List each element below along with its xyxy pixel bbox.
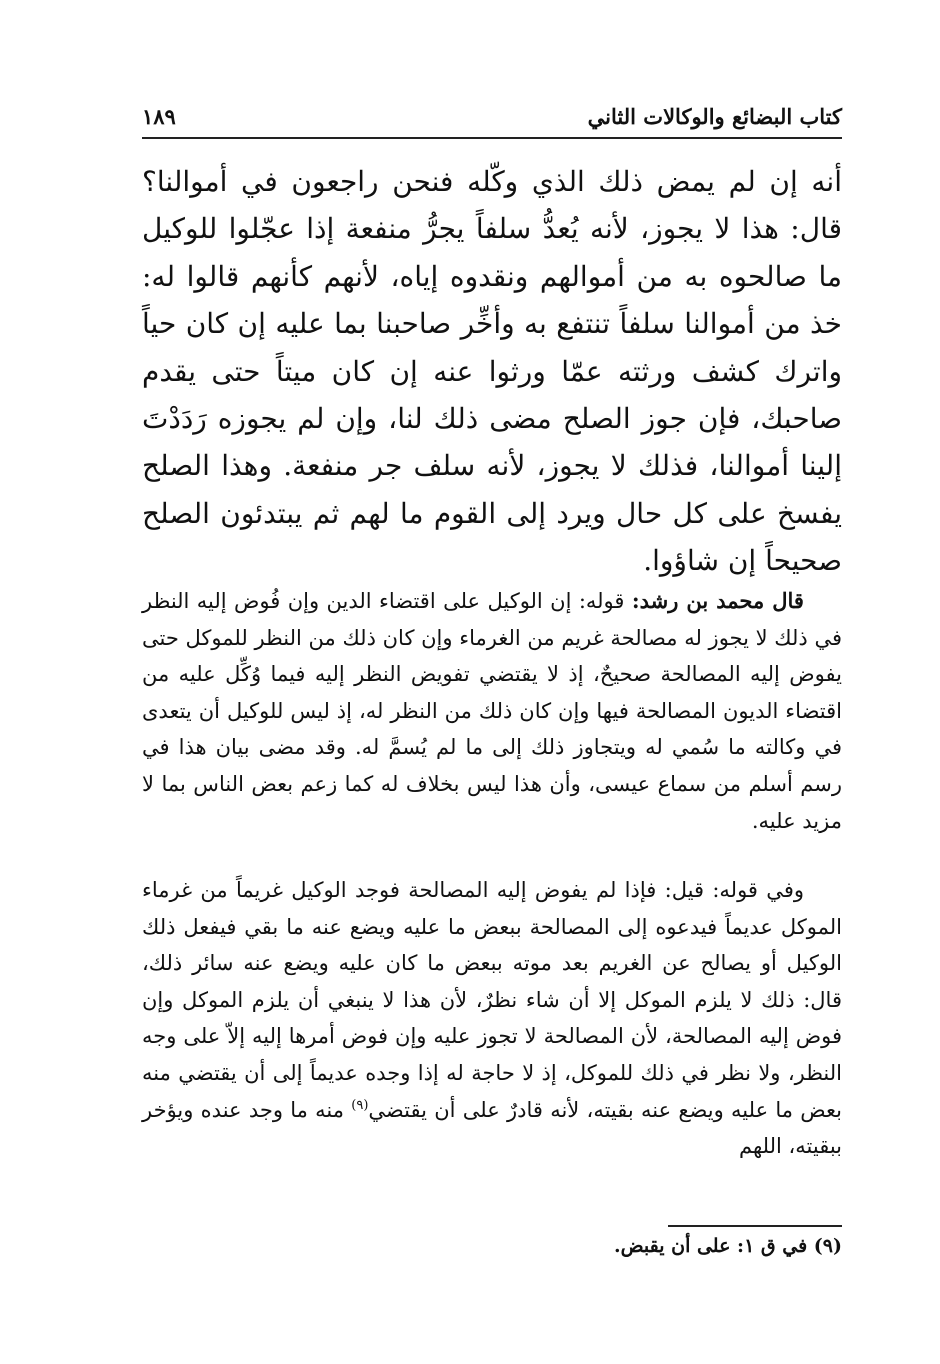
- paragraph-2: [142, 583, 842, 839]
- footnote: (٩) في ق ١: على أن يقبض.: [613, 1235, 842, 1257]
- footnote-reference: (٩): [351, 1097, 369, 1113]
- running-title: كتاب البضائع والوكالات الثاني: [587, 104, 842, 129]
- page-header: [142, 100, 842, 134]
- paragraph-1: [142, 158, 842, 585]
- paragraph-3-text-after-note: منه ما وجد عنده ويؤخر ببقيته، اللهم: [142, 1097, 842, 1159]
- paragraph-3: [142, 872, 842, 1165]
- paragraph-1-text: أنه إن لم يمض ذلك الذي وكّله فنحن راجعون في أموالنا؟ قال: هذا لا يجوز، لأنه يُعدُّ سلفاً يجرُّ منفعة إذا عجّلوا للوكيل ما صالحوه به من أموالهم ونقدوه إياه، لأنهم كأنهم قالوا له: خذ من أموالنا سلفاً تنتفع به وأخِّر صاحبنا بما عليه إن كان حياً واترك كشف ورثته عمّا ورثوا عنه إن كان ميتاً حتى يقدم صاحبك، فإن جوز الصلح مضى ذلك لنا، وإن لم يجوزه رَدَدْتَ إلينا أموالنا، فذلك لا يجوز، لأنه سلف جر منفعة. وهذا الصلح يفسخ على كل حال ويرد إلى القوم ما لهم ثم يبتدئون الصلح صحيحاً إن شاؤوا.: [142, 165, 842, 578]
- commentator-heading: قال محمد بن رشد:: [631, 588, 804, 613]
- header-divider: [142, 137, 842, 139]
- page-number: ١٨٩: [142, 104, 176, 129]
- paragraph-3-text-before-note: وفي قوله: قيل: فإذا لم يفوض إليه المصالحة فوجد الوكيل غريماً من غرماء الموكل عديماً فيدعوه إلى المصالحة ببعض ما عليه ويضع عنه ما بقي فيفعل ذلك الوكيل أو يصالح عن الغريم بعد موته ببعض ما كان عليه ويضع عنه سائر ذلك، قال: ذلك لا يلزم الموكل إلا أن شاء نظرٌ، لأن هذا لا ينبغي أن يلزم الموكل وإن فوض إليه المصالحة، لأن المصالحة لا تجوز عليه وإن فوض أمرها إليه إلاّ على وجه النظر، ولا نظر في ذلك للموكل، إذ لا حاجة له إذا وجده عديماً إلى أن يقتضي منه بعض ما عليه ويضع عنه بقيته، لأنه قادرٌ على أن يقتضي: [142, 878, 842, 1122]
- paragraph-2-text: قوله: إن الوكيل على اقتضاء الدين وإن فُوض إليه النظر في ذلك لا يجوز له مصالحة غريم من الغرماء وإن كان ذلك من النظر للموكل حتى يفوض إليه المصالحة صحيحٌ، إذ لا يقتضي تفويض النظر إليه فيما وُكِّل عليه من اقتضاء الديون المصالحة فيها وإن كان ذلك من النظر له، إذ ليس للوكيل أن يتعدى في وكالته ما سُمي له ويتجاوز ذلك إلى ما لم يُسمَّ له. وقد مضى بيان هذا في رسم أسلم من سماع عيسى، وأن هذا ليس بخلاف له كما زعم بعض الناس بما لا مزيد عليه.: [142, 589, 842, 833]
- footnote-divider: [668, 1225, 842, 1227]
